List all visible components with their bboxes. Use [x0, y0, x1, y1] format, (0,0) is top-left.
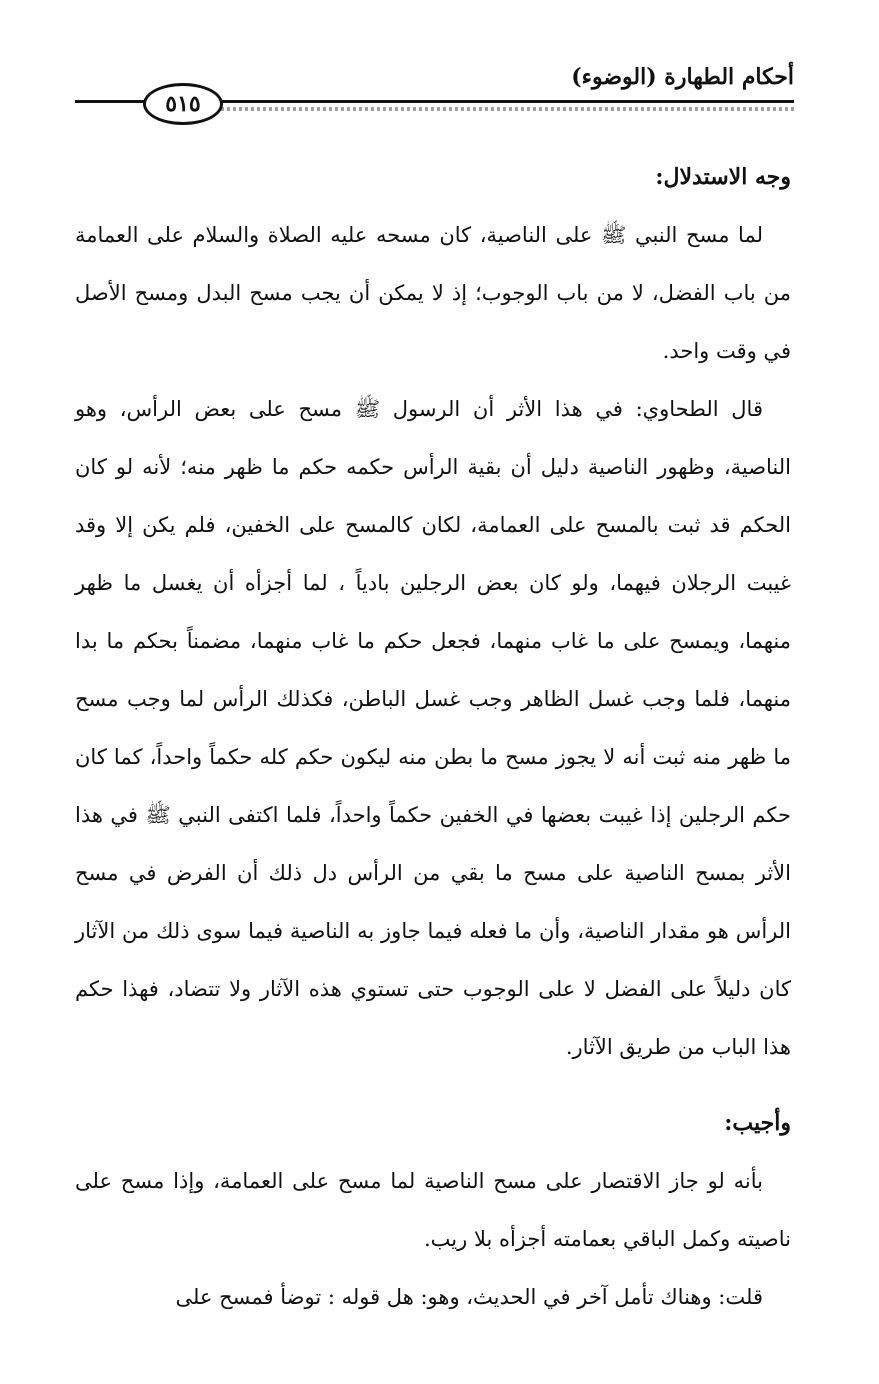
page-number: ٥١٥	[143, 83, 223, 125]
paragraph: قلت: وهناك تأمل آخر في الحديث، وهو: هل قوله : توضأ فمسح على	[175, 1285, 763, 1309]
section-heading: وأجيب:	[724, 1110, 791, 1136]
header-dotted-rule	[215, 107, 794, 111]
paragraph: بأنه لو جاز الاقتصار على مسح الناصية لما مسح على العمامة، وإذا مسح على ناصيته وكمل الباقي بعمامته أجزأه بلا ريب.	[75, 1169, 791, 1251]
paragraph: قال الطحاوي: في هذا الأثر أن الرسول ﷺ مسح على بعض الرأس، وهو الناصية، وظهور الناصية دليل أن بقية الرأس حكمه حكم ما ظهر منه؛ لأنه لو كان الحكم قد ثبت بالمسح على العمامة، لكان كالمسح على الخفين، فلم يكن إلا وقد غيبت الرجلان فيهما، ولو كان بعض الرجلين بادياً ، لما أجزأه أن يغسل ما ظهر منهما، ويمسح على ما غاب منهما، فجعل حكم ما غاب منهما، مضمناً بحكم ما بدا منهما، فلما وجب غسل الظاهر وجب غسل الباطن، فكذلك الرأس لما وجب مسح ما ظهر منه ثبت أنه لا يجوز مسح ما بطن منه ليكون حكم كله حكماً واحداً، كما كان حكم الرجلين إذا غيبت بعضها في الخفين حكماً واحداً، فلما اكتفى النبي ﷺ في هذا الأثر بمسح الناصية على مسح ما بقي من الرأس دل ذلك أن الفرض في مسح الرأس هو مقدار الناصية، وأن ما فعله فيما جاوز به الناصية فيما سوى ذلك من الآثار كان دليلاً على الفضل لا على الوجوب حتى تستوي هذه الآثار ولا تتضاد، فهذا حكم هذا الباب من طريق الآثار.	[75, 397, 791, 1059]
running-title: أحكام الطهارة (الوضوء)	[571, 64, 794, 90]
page-header	[75, 60, 794, 130]
page-body	[75, 148, 791, 1326]
section-heading: وجه الاستدلال:	[655, 164, 791, 190]
paragraph: لما مسح النبي ﷺ على الناصية، كان مسحه عليه الصلاة والسلام على العمامة من باب الفضل، لا من باب الوجوب؛ إذ لا يمكن أن يجب مسح البدل ومسح الأصل في وقت واحد.	[75, 223, 791, 363]
